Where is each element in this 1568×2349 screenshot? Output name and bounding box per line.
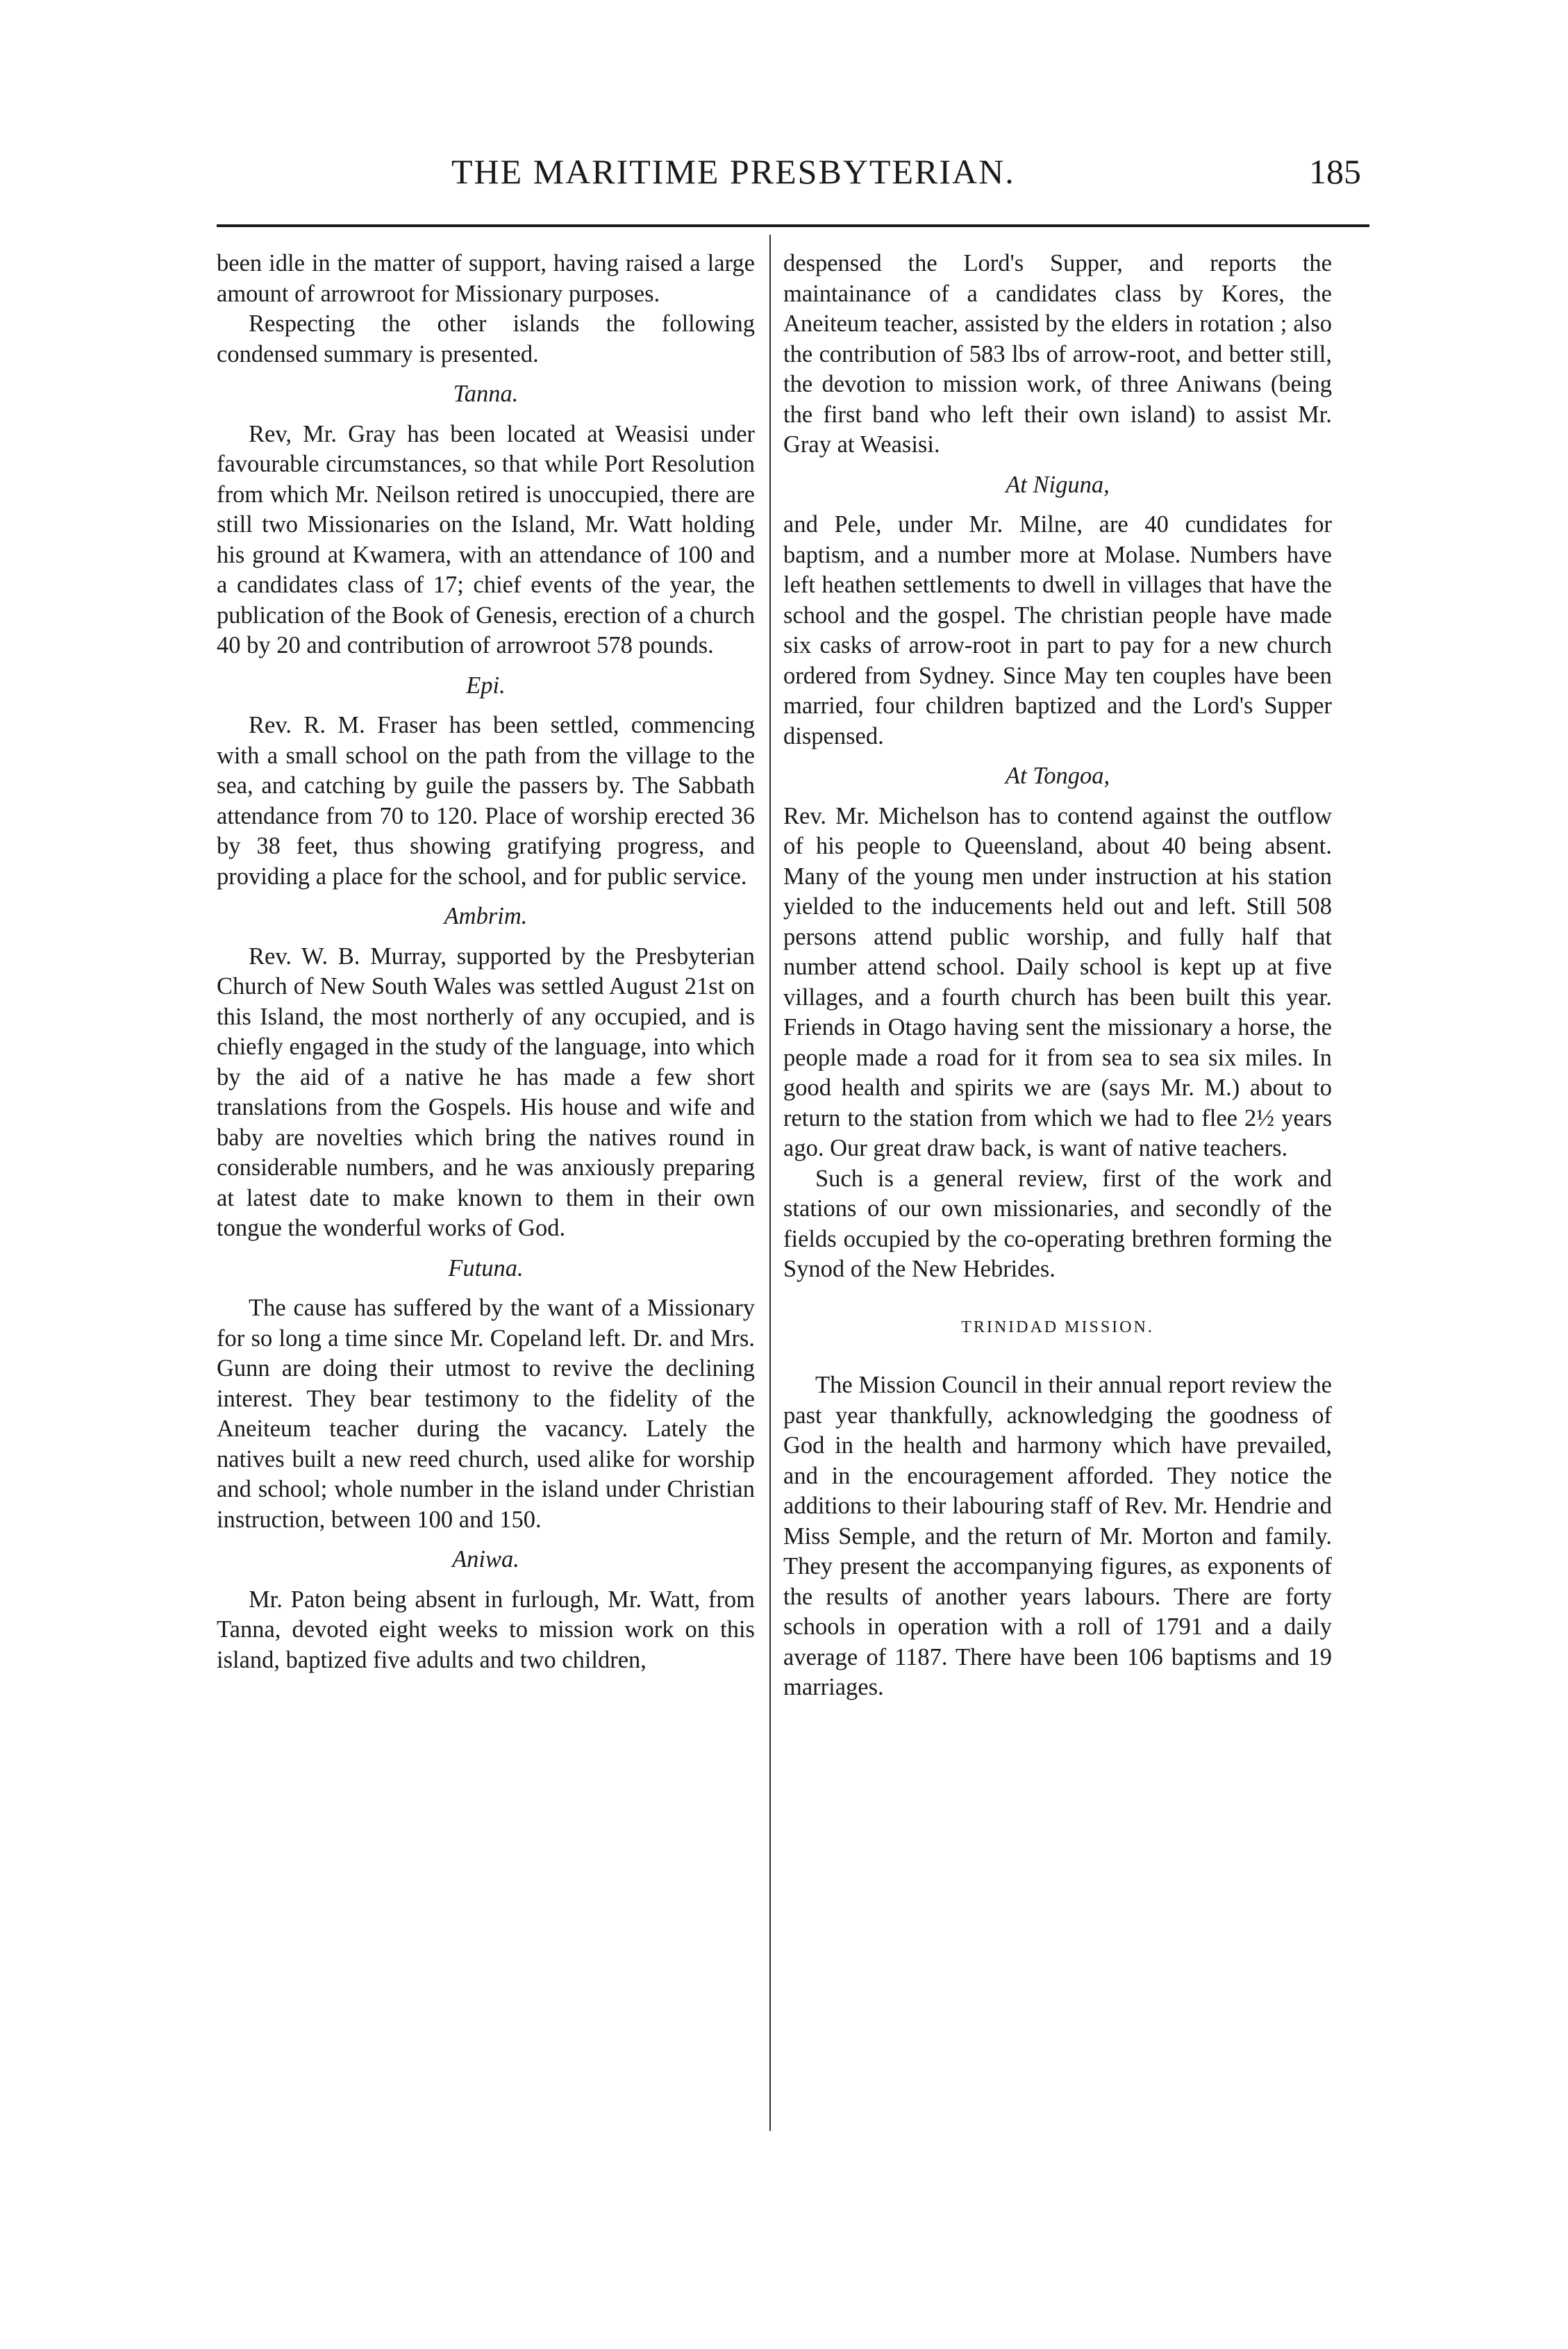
paragraph: and Pele, under Mr. Milne, are 40 cundidates for baptism, and a number more at Molase. Numbers have left heathen settlements to dwell in villages that have the school and the gospel. The christian people have made six casks of arrow-root in part to pay for a new church ordered from Sydney. Since May ten couples have been married, four children baptized and the Lord's Supper dispensed. — [783, 511, 1332, 749]
page-header — [215, 151, 1375, 207]
right-column — [783, 249, 1332, 1703]
paragraph: Such is a general review, first of the work and stations of our own missionaries, and secondly of the fields occupied by the co-operating brethren forming the Synod of the New Hebrides. — [783, 1165, 1332, 1282]
paragraph: Rev. R. M. Fraser has been settled, commencing with a small school on the path from the village to the sea, and catching by guile the passers by. The Sabbath attendance from 70 to 120. Place of worship erected 36 by 38 feet, thus showing gratifying progress, and providing a place for the school, and for public service. — [217, 712, 755, 890]
section-heading-tongoa: At Tongoa, — [1005, 763, 1110, 789]
journal-title: THE MARITIME PRESBYTERIAN. — [451, 152, 1015, 191]
paragraph: The cause has suffered by the want of a Missionary for so long a time since Mr. Copeland left. Dr. and Mrs. Gunn are doing their utmost to revive the declining interest. They bear testimony to the fidelity of the Aneiteum teacher during the vacancy. Lately the natives built a new reed church, used alike for worship and school; whole number in the island under Christian instruction, between 100 and 150. — [217, 1295, 755, 1533]
paragraph: despensed the Lord's Supper, and reports the maintainance of a candidates class by Kores, the Aneiteum teacher, assisted by the elders in rotation ; also the contribution of 583 lbs of arrow-root, and better still, the devotion to mission work, of three Aniwans (being the first band who left their own island) to assist Mr. Gray at Weasisi. — [783, 250, 1332, 458]
section-heading-trinidad: TRINIDAD MISSION. — [961, 1318, 1154, 1336]
paragraph: Rev, Mr. Gray has been located at Weasisi under favourable circumstances, so that while Port Resolution from which Mr. Neilson retired is unoccupied, there are still two Missionaries on the Island, Mr. Watt holding his ground at Kwamera, with an attendance of 100 and a candidates class of 17; chief events of the year, the publication of the Book of Genesis, erection of a church 40 by 20 and contribution of arrowroot 578 pounds. — [217, 420, 755, 658]
section-heading-tanna: Tanna. — [453, 381, 519, 407]
paragraph: Rev. Mr. Michelson has to contend against the outflow of his people to Queensland, about 40 being absent. Many of the young men under instruction at his station yielded to the inducements held out and left. Still 508 persons attend public worship, and fully half that number attend school. Daily school is kept up at five villages, and a fourth church has been built this year. Friends in Otago having sent the missionary a horse, the people made a road for it from sea to sea six miles. In good health and spirits we are (says Mr. M.) about to return to the station from which we had to flee 2½ years ago. Our great draw back, is want of native teachers. — [783, 802, 1332, 1161]
paragraph: Respecting the other islands the following condensed summary is presented. — [217, 310, 755, 367]
column-divider — [769, 235, 771, 2131]
section-heading-niguna: At Niguna, — [1006, 471, 1110, 498]
paragraph: The Mission Council in their annual report review the past year thankfully, acknowledging the goodness of God in the health and harmony which have prevailed, and in the encouragement afforded. They notice the additions to their labouring staff of Rev. Mr. Hendrie and Miss Semple, and the return of Mr. Morton and family. They present the accompanying figures, as exponents of the results of another years labours. There are forty schools in operation with a roll of 1791 and a daily average of 1187. There have been 106 baptisms and 19 marriages. — [783, 1372, 1332, 1700]
header-rule — [217, 224, 1369, 227]
paragraph: Mr. Paton being absent in furlough, Mr. Watt, from Tanna, devoted eight weeks to mission work on this island, baptized five adults and two children, — [217, 1586, 755, 1673]
section-heading-epi: Epi. — [466, 672, 506, 699]
paragraph: Rev. W. B. Murray, supported by the Presbyterian Church of New South Wales was settled August 21st on this Island, the most northerly of any occupied, and is chiefly engaged in the study of the language, into which by the aid of a native he has made a few short translations from the Gospels. His house and wife and baby are novelties which bring the natives round in considerable numbers, and he was anxiously preparing at latest date to make known to them in their own tongue the wonderful works of God. — [217, 943, 755, 1241]
section-heading-aniwa: Aniwa. — [452, 1546, 519, 1572]
page-number: 185 — [1309, 152, 1361, 191]
left-column — [217, 249, 755, 1675]
paragraph: been idle in the matter of support, having raised a large amount of arrowroot for Missionary purposes. — [217, 250, 755, 307]
section-heading-futuna: Futuna. — [448, 1254, 524, 1281]
section-heading-ambrim: Ambrim. — [444, 903, 528, 929]
